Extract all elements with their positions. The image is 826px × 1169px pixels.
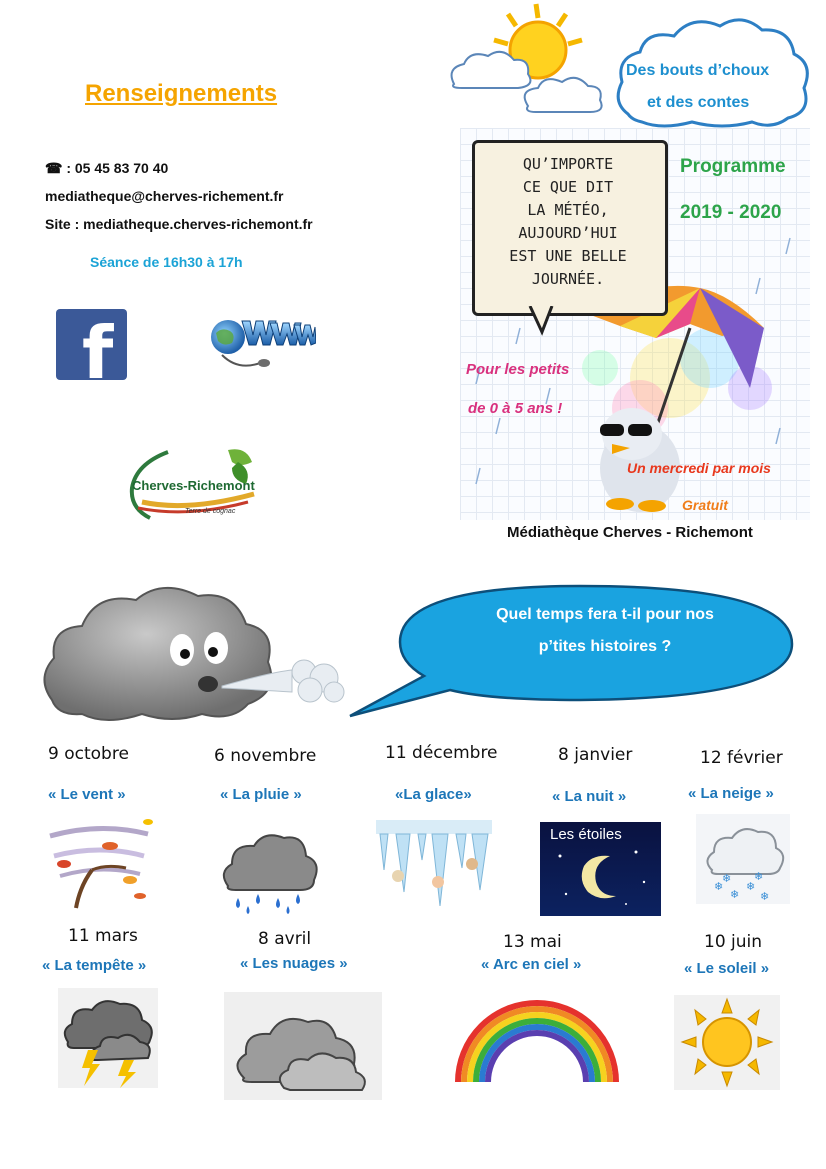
bubble-question-line-1: Quel temps fera t-il pour nos bbox=[496, 606, 714, 623]
moon-stars-icon bbox=[540, 822, 661, 916]
website-address[interactable]: Site : mediatheque.cherves-richemont.fr bbox=[45, 216, 313, 232]
program-label: Programme bbox=[680, 156, 786, 177]
svg-text:❄: ❄ bbox=[714, 880, 724, 893]
venue-name: Médiathèque Cherves - Richemont bbox=[507, 524, 753, 541]
session-theme: « La pluie » bbox=[220, 786, 302, 803]
price-text: Gratuit bbox=[682, 497, 728, 513]
storm-icon bbox=[58, 988, 158, 1088]
clouds-icon bbox=[224, 992, 382, 1100]
quote-line-2: CE QUE DIT bbox=[522, 178, 614, 196]
svg-text:❄: ❄ bbox=[722, 872, 732, 885]
session-theme: « Le soleil » bbox=[684, 960, 770, 977]
session-theme: « La nuit » bbox=[552, 788, 627, 805]
cloud-title-line-2: et des contes bbox=[647, 94, 750, 111]
commune-tagline: Terre de cognac bbox=[185, 508, 236, 515]
session-date: 13 mai bbox=[503, 932, 562, 952]
session-date: 12 février bbox=[700, 748, 783, 768]
session-date: 8 janvier bbox=[558, 745, 633, 765]
audience-line-2: de 0 à 5 ans ! bbox=[468, 400, 563, 417]
session-date: 11 décembre bbox=[385, 743, 498, 763]
svg-text:❄: ❄ bbox=[754, 870, 764, 883]
quote-sign-pointer bbox=[528, 306, 558, 336]
session-time: Séance de 16h30 à 17h bbox=[90, 254, 243, 270]
session-theme: « Les nuages » bbox=[240, 955, 348, 972]
session-date: 6 novembre bbox=[214, 746, 317, 766]
wind-icon bbox=[40, 816, 156, 910]
rainbow-icon bbox=[448, 992, 626, 1088]
session-theme: «La glace» bbox=[395, 786, 472, 803]
info-title: Renseignements bbox=[85, 80, 278, 107]
facebook-glyph: f bbox=[82, 311, 114, 380]
facebook-icon[interactable] bbox=[56, 309, 127, 380]
phone-number: ☎ : 05 45 83 70 40 bbox=[45, 160, 169, 176]
session-theme: « Le vent » bbox=[48, 786, 126, 803]
svg-text:❄: ❄ bbox=[730, 888, 740, 901]
svg-text:❄: ❄ bbox=[760, 890, 770, 903]
svg-text:❄: ❄ bbox=[746, 880, 756, 893]
blowing-cloud-icon bbox=[42, 580, 352, 726]
session-date: 9 octobre bbox=[48, 744, 129, 764]
bubble-question-line-2: p’tites histoires ? bbox=[538, 638, 672, 655]
cloud-title-line-1: Des bouts d’choux bbox=[626, 62, 770, 79]
night-icon bbox=[540, 822, 661, 916]
rain-icon bbox=[218, 828, 322, 914]
audience-line-1: Pour les petits bbox=[466, 361, 570, 378]
session-date: 8 avril bbox=[258, 929, 312, 949]
session-theme: « Arc en ciel » bbox=[481, 956, 582, 973]
session-theme: « La neige » bbox=[688, 785, 774, 802]
quote-line-1: QU’IMPORTE bbox=[522, 155, 614, 173]
www-globe-icon[interactable] bbox=[208, 313, 316, 375]
quote-line-4: AUJOURD’HUI bbox=[518, 224, 618, 242]
session-date: 10 juin bbox=[704, 932, 763, 952]
night-caption: Les étoiles bbox=[550, 826, 622, 843]
program-years: 2019 - 2020 bbox=[680, 202, 782, 223]
email-address[interactable]: mediatheque@cherves-richement.fr bbox=[45, 188, 284, 204]
commune-name: Cherves-Richemont bbox=[132, 478, 255, 493]
ice-icon bbox=[376, 820, 492, 908]
session-date: 11 mars bbox=[68, 926, 138, 946]
quote-line-6: JOURNÉE. bbox=[531, 270, 605, 288]
sun-icon bbox=[674, 995, 780, 1090]
session-theme: « La tempête » bbox=[42, 957, 147, 974]
quote-line-5: EST UNE BELLE bbox=[509, 247, 627, 265]
quote-line-3: LA MÉTÉO, bbox=[527, 201, 609, 219]
frequency-text: Un mercredi par mois bbox=[627, 460, 771, 476]
sun-behind-clouds-icon bbox=[446, 2, 636, 120]
snow-icon bbox=[696, 814, 790, 904]
